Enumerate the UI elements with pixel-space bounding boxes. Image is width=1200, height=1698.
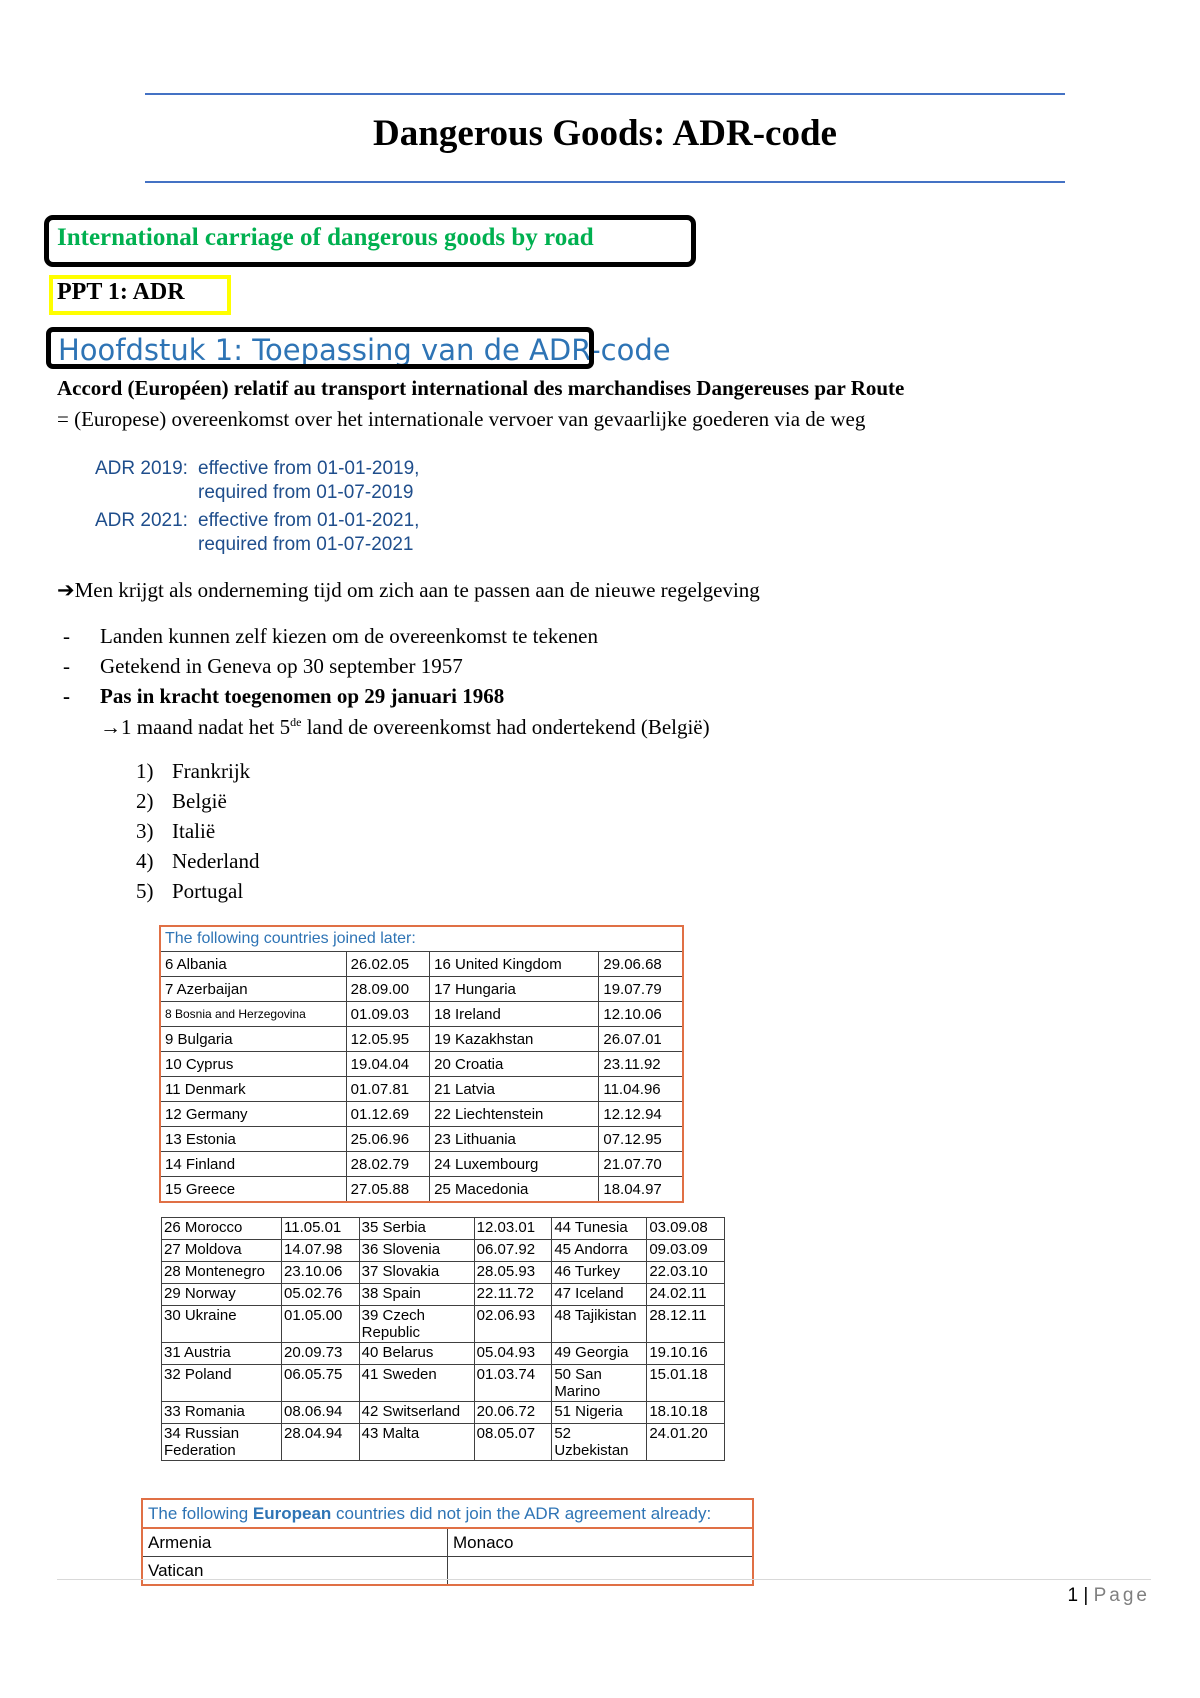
list-item: 2) België bbox=[136, 789, 227, 813]
table-row: 12 Germany 01.12.69 22 Liechtenstein 12.12.94 bbox=[160, 1102, 683, 1127]
table-row: 32 Poland 06.05.75 41 Sweden 01.03.74 50 San Marino 15.01.18 bbox=[162, 1365, 725, 1402]
table-row: 30 Ukraine 01.05.00 39 Czech Republic 02.06.93 48 Tajikistan 28.12.11 bbox=[162, 1306, 725, 1343]
table-row: 27 Moldova 14.07.98 36 Slovenia 06.07.92 45 Andorra 09.03.09 bbox=[162, 1240, 725, 1262]
right-arrow-icon: ➔ bbox=[57, 578, 75, 602]
adr-2021-line-1: ADR 2021: effective from 01-01-2021, bbox=[95, 510, 420, 531]
adr-2019-line-2: required from 01-07-2019 bbox=[198, 482, 414, 503]
list-item: 5) Portugal bbox=[136, 879, 244, 903]
page-label: Page bbox=[1093, 1585, 1150, 1606]
footer-rule bbox=[57, 1579, 1151, 1580]
right-arrow-icon: → bbox=[100, 715, 121, 739]
table-row: 10 Cyprus 19.04.04 20 Croatia 23.11.92 bbox=[160, 1052, 683, 1077]
page-footer bbox=[1068, 1585, 1150, 1607]
table-row: 8 Bosnia and Herzegovina 01.09.03 18 Ireland 12.10.06 bbox=[160, 1002, 683, 1027]
table-row: 6 Albania 26.02.05 16 United Kingdom 29.06.68 bbox=[160, 952, 683, 977]
dash-bullet-icon: - bbox=[63, 654, 70, 678]
adr-2021-line-2: required from 01-07-2021 bbox=[198, 534, 414, 555]
accord-text: Accord (Européen) relatif au transport international des marchandises Dangereuses par Route bbox=[57, 376, 905, 400]
bullet-item: - Landen kunnen zelf kiezen om de overeenkomst te tekenen bbox=[63, 624, 598, 648]
dash-bullet-icon: - bbox=[63, 624, 70, 648]
table-row: 26 Morocco 11.05.01 35 Serbia 12.03.01 44 Tunesia 03.09.08 bbox=[162, 1218, 725, 1240]
table-row: 7 Azerbaijan 28.09.00 17 Hungaria 19.07.79 bbox=[160, 977, 683, 1002]
table-row: 31 Austria 20.09.73 40 Belarus 05.04.93 49 Georgia 19.10.16 bbox=[162, 1343, 725, 1365]
table-row: 13 Estonia 25.06.96 23 Lithuania 07.12.95 bbox=[160, 1127, 683, 1152]
chapter-heading: Hoofdstuk 1: Toepassing van de ADR-code bbox=[58, 333, 671, 367]
bullet-item: - Getekend in Geneva op 30 september 1957 bbox=[63, 654, 463, 678]
translation-text: = (Europese) overeenkomst over het internationale vervoer van gevaarlijke goederen via de weg bbox=[57, 407, 866, 431]
table-row: 14 Finland 28.02.79 24 Luxembourg 21.07.70 bbox=[160, 1152, 683, 1177]
title-bottom-rule bbox=[145, 181, 1065, 183]
page-title: Dangerous Goods: ADR-code bbox=[373, 113, 837, 154]
table-row: Armenia Monaco bbox=[142, 1528, 753, 1557]
joined-later-table bbox=[159, 925, 684, 1203]
chapter-frame bbox=[46, 327, 594, 369]
page-break-mask bbox=[130, 1586, 770, 1698]
table-row: 15 Greece 27.05.88 25 Macedonia 18.04.97 bbox=[160, 1177, 683, 1203]
bullet-item: - Pas in kracht toegenomen op 29 januari 1968 bbox=[63, 684, 505, 708]
subtitle: International carriage of dangerous goods by road bbox=[57, 224, 594, 251]
dash-bullet-icon: - bbox=[63, 684, 70, 708]
list-item: 1) Frankrijk bbox=[136, 759, 251, 783]
table-row: 33 Romania 08.06.94 42 Switserland 20.06.72 51 Nigeria 18.10.18 bbox=[162, 1402, 725, 1424]
list-item: 4) Nederland bbox=[136, 849, 260, 873]
table-row: Vatican bbox=[142, 1557, 753, 1586]
arrow-note: ➔Men krijgt als onderneming tijd om zich aan te passen aan de nieuwe regelgeving bbox=[57, 578, 760, 602]
table-row: 34 Russian Federation 28.04.94 43 Malta 08.05.07 52 Uzbekistan 24.01.20 bbox=[162, 1424, 725, 1461]
title-top-rule bbox=[145, 93, 1065, 95]
table-header: The following countries joined later: bbox=[160, 926, 683, 952]
not-joined-table bbox=[141, 1498, 754, 1586]
page-number: 1 bbox=[1067, 1585, 1079, 1606]
adr-2019-line-1: ADR 2019: effective from 01-01-2019, bbox=[95, 458, 420, 479]
table-row: 11 Denmark 01.07.81 21 Latvia 11.04.96 bbox=[160, 1077, 683, 1102]
table-row: 9 Bulgaria 12.05.95 19 Kazakhstan 26.07.01 bbox=[160, 1027, 683, 1052]
more-countries-table bbox=[161, 1217, 725, 1461]
footer-separator: | bbox=[1083, 1585, 1089, 1606]
table-header: The following European countries did not join the ADR agreement already: bbox=[142, 1499, 753, 1528]
ppt-label: PPT 1: ADR bbox=[57, 279, 185, 305]
sub-arrow-note: →1 maand nadat het 5de land de overeenkomst had ondertekend (België) bbox=[100, 715, 710, 739]
table-row: 28 Montenegro 23.10.06 37 Slovakia 28.05.93 46 Turkey 22.03.10 bbox=[162, 1262, 725, 1284]
table-row: 29 Norway 05.02.76 38 Spain 22.11.72 47 Iceland 24.02.11 bbox=[162, 1284, 725, 1306]
list-item: 3) Italië bbox=[136, 819, 216, 843]
